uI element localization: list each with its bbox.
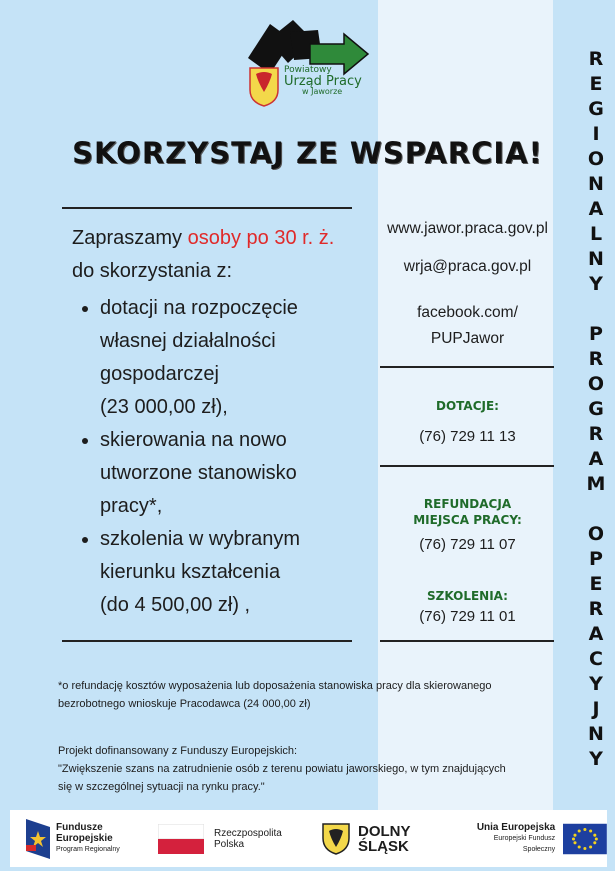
ue-logo: Unia Europejska Europejski Fundusz Społeczny [464,810,607,867]
offer-list [72,292,372,622]
footer-logos [10,810,607,867]
target-group: osoby po 30 r. ż. [187,227,335,249]
fe-star-icon [26,819,50,859]
szkolenia-phone: (76) 729 11 01 [419,608,516,625]
refund-phone: (76) 729 11 07 [419,536,516,553]
polish-flag-icon [158,824,204,854]
rp-logo: Rzeczpospolita Polska [158,810,282,867]
project-info: Projekt dofinansowany z Funduszy Europejskich: "Zwiększenie szans na zatrudnienie osób z terenu powiatu jaworskiego, w tym znajdujących się w szczególnej sytuacji na rynku pracy." [58,745,506,793]
vertical-title: REGIONALNY PROGRAM OPERACYJNY [585,47,607,773]
list-item: • szkolenia w wybranym kierunku kształcenia (do 4 500,00 zł) , [100,523,372,622]
szkolenia-label: SZKOLENIA: [427,589,508,603]
facebook-link[interactable]: facebook.com/ PUPJawor [417,304,518,347]
list-item: • dotacji na rozpoczęcie własnej działalności gospodarczej (23 000,00 zł), [100,292,372,424]
dotacje-label: DOTACJE: [436,399,499,413]
website-link[interactable]: www.jawor.praca.gov.pl [387,220,548,237]
fe-logo: Fundusze Europejskie Program Regionalny [26,810,120,867]
divider-left-top [62,207,352,209]
headline: SKORZYSTAJ ZE WSPARCIA! [72,136,543,170]
ds-shield-icon [322,823,350,855]
divider-right-2 [380,465,554,467]
email-link[interactable]: wrja@praca.gov.pl [403,258,532,275]
intro-line-2: do skorzystania z: [72,260,233,282]
logo-text: Powiatowy Urząd Pracy w Jaworze [284,65,362,96]
intro-line: Zapraszamy osoby po 30 r. ż. [72,227,335,249]
divider-right-1 [380,366,554,368]
footnote: *o refundację kosztów wyposażenia lub doposażenia stanowiska pracy dla skierowanego bezrobotnego wnioskuje Pracodawca (24 000,00 zł) [58,680,492,710]
offer-text [72,222,372,622]
list-item: • skierowania na nowo utworzone stanowisko pracy*, [100,424,372,523]
divider-left-bottom [62,640,352,642]
eu-flag-icon [563,823,607,855]
dotacje-phone: (76) 729 11 13 [419,428,516,445]
refund-label: REFUNDACJA MIEJSCA PRACY: [413,497,522,527]
divider-right-3 [380,640,554,642]
ds-logo: DOLNY ŚLĄSK [322,810,411,867]
